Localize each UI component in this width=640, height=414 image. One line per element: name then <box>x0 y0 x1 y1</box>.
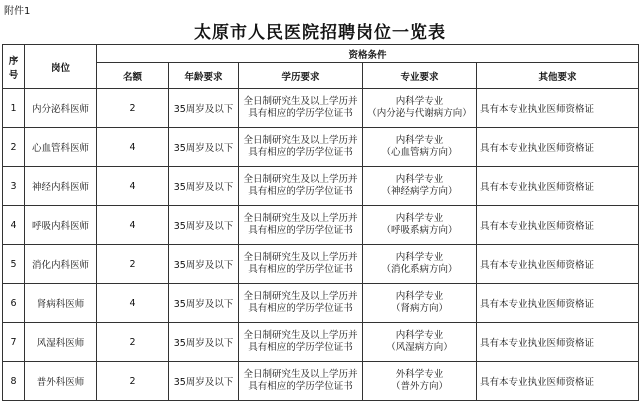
major-cell-line: 内科学专业 <box>395 213 444 224</box>
age-cell: 35周岁及以下 <box>169 323 239 362</box>
education-cell-line: 全日制研究生及以上学历并 <box>243 213 358 224</box>
education-cell-line: 全日制研究生及以上学历并 <box>243 135 358 146</box>
page-title: 太原市人民医院招聘岗位一览表 <box>194 23 446 43</box>
education-cell <box>239 245 363 284</box>
table-row <box>3 323 639 362</box>
position-cell: 消化内科医师 <box>25 245 97 284</box>
index-cell: 3 <box>3 167 25 206</box>
position-cell: 心血管科医师 <box>25 128 97 167</box>
education-cell-line: 全日制研究生及以上学历并 <box>243 291 358 302</box>
count-cell: 4 <box>97 206 169 245</box>
count-cell: 4 <box>97 167 169 206</box>
count-cell: 2 <box>97 245 169 284</box>
header-position: 岗位 <box>25 45 97 89</box>
major-cell-line: （风湿病方向） <box>386 342 453 353</box>
major-cell-line: （呼吸系病方向） <box>381 225 458 236</box>
major-cell <box>363 362 477 401</box>
education-cell <box>239 323 363 362</box>
header-index: 序号 <box>3 45 25 89</box>
education-cell <box>239 206 363 245</box>
other-requirement-cell: 具有本专业执业医师资格证 <box>477 89 639 128</box>
education-cell-line: 具有相应的学历学位证书 <box>248 186 353 197</box>
major-cell <box>363 89 477 128</box>
education-cell-line: 具有相应的学历学位证书 <box>248 264 353 275</box>
age-cell: 35周岁及以下 <box>169 284 239 323</box>
age-cell: 35周岁及以下 <box>169 89 239 128</box>
major-cell <box>363 167 477 206</box>
major-cell-line: （心血管病方向） <box>381 147 458 158</box>
other-requirement-cell: 具有本专业执业医师资格证 <box>477 128 639 167</box>
age-cell: 35周岁及以下 <box>169 206 239 245</box>
position-cell: 内分泌科医师 <box>25 89 97 128</box>
table-row <box>3 89 639 128</box>
count-cell: 2 <box>97 323 169 362</box>
index-cell: 2 <box>3 128 25 167</box>
age-cell: 35周岁及以下 <box>169 362 239 401</box>
header-other: 其他要求 <box>477 63 639 89</box>
education-cell <box>239 284 363 323</box>
table-row <box>3 362 639 401</box>
count-cell: 4 <box>97 284 169 323</box>
major-cell-line: 内科学专业 <box>395 252 444 263</box>
major-cell-line: 内科学专业 <box>395 291 444 302</box>
major-cell-line: 内科学专业 <box>395 174 444 185</box>
major-cell <box>363 128 477 167</box>
index-cell: 7 <box>3 323 25 362</box>
education-cell-line: 全日制研究生及以上学历并 <box>243 252 358 263</box>
age-cell: 35周岁及以下 <box>169 167 239 206</box>
education-cell-line: 具有相应的学历学位证书 <box>248 225 353 236</box>
major-cell <box>363 323 477 362</box>
major-cell-line: 内科学专业 <box>395 135 444 146</box>
other-requirement-cell: 具有本专业执业医师资格证 <box>477 245 639 284</box>
recruitment-table <box>2 44 639 401</box>
major-cell-line: （内分泌与代谢病方向） <box>367 108 472 119</box>
header-age: 年龄要求 <box>169 63 239 89</box>
header-qualifications: 资格条件 <box>97 45 639 63</box>
header-count: 名额 <box>97 63 169 89</box>
major-cell-line: 内科学专业 <box>395 96 444 107</box>
count-cell: 2 <box>97 362 169 401</box>
attachment-label: 附件1 <box>4 6 31 17</box>
age-cell: 35周岁及以下 <box>169 245 239 284</box>
education-cell <box>239 362 363 401</box>
major-cell <box>363 284 477 323</box>
education-cell <box>239 128 363 167</box>
major-cell-line: （普外方向） <box>390 381 448 392</box>
position-cell: 普外科医师 <box>25 362 97 401</box>
education-cell-line: 具有相应的学历学位证书 <box>248 303 353 314</box>
index-cell: 5 <box>3 245 25 284</box>
table-row <box>3 128 639 167</box>
table-row <box>3 284 639 323</box>
major-cell <box>363 245 477 284</box>
position-cell: 肾病科医师 <box>25 284 97 323</box>
count-cell: 2 <box>97 89 169 128</box>
major-cell-line: 内科学专业 <box>395 330 444 341</box>
position-cell: 风湿科医师 <box>25 323 97 362</box>
other-requirement-cell: 具有本专业执业医师资格证 <box>477 323 639 362</box>
major-cell-line: （神经病学方向） <box>381 186 458 197</box>
education-cell <box>239 167 363 206</box>
index-cell: 6 <box>3 284 25 323</box>
education-cell-line: 全日制研究生及以上学历并 <box>243 330 358 341</box>
table-row <box>3 245 639 284</box>
index-cell: 1 <box>3 89 25 128</box>
position-cell: 神经内科医师 <box>25 167 97 206</box>
index-cell: 4 <box>3 206 25 245</box>
major-cell-line: 外科学专业 <box>395 369 444 380</box>
table-row <box>3 167 639 206</box>
education-cell-line: 具有相应的学历学位证书 <box>248 147 353 158</box>
count-cell: 4 <box>97 128 169 167</box>
major-cell-line: （消化系病方向） <box>381 264 458 275</box>
index-cell: 8 <box>3 362 25 401</box>
other-requirement-cell: 具有本专业执业医师资格证 <box>477 362 639 401</box>
education-cell-line: 具有相应的学历学位证书 <box>248 342 353 353</box>
header-education: 学历要求 <box>239 63 363 89</box>
major-cell-line: （肾病方向） <box>390 303 448 314</box>
other-requirement-cell: 具有本专业执业医师资格证 <box>477 167 639 206</box>
education-cell-line: 全日制研究生及以上学历并 <box>243 174 358 185</box>
table-row <box>3 206 639 245</box>
education-cell <box>239 89 363 128</box>
other-requirement-cell: 具有本专业执业医师资格证 <box>477 206 639 245</box>
age-cell: 35周岁及以下 <box>169 128 239 167</box>
education-cell-line: 全日制研究生及以上学历并 <box>243 96 358 107</box>
other-requirement-cell: 具有本专业执业医师资格证 <box>477 284 639 323</box>
education-cell-line: 全日制研究生及以上学历并 <box>243 369 358 380</box>
education-cell-line: 具有相应的学历学位证书 <box>248 108 353 119</box>
education-cell-line: 具有相应的学历学位证书 <box>248 381 353 392</box>
position-cell: 呼吸内科医师 <box>25 206 97 245</box>
header-major: 专业要求 <box>363 63 477 89</box>
major-cell <box>363 206 477 245</box>
